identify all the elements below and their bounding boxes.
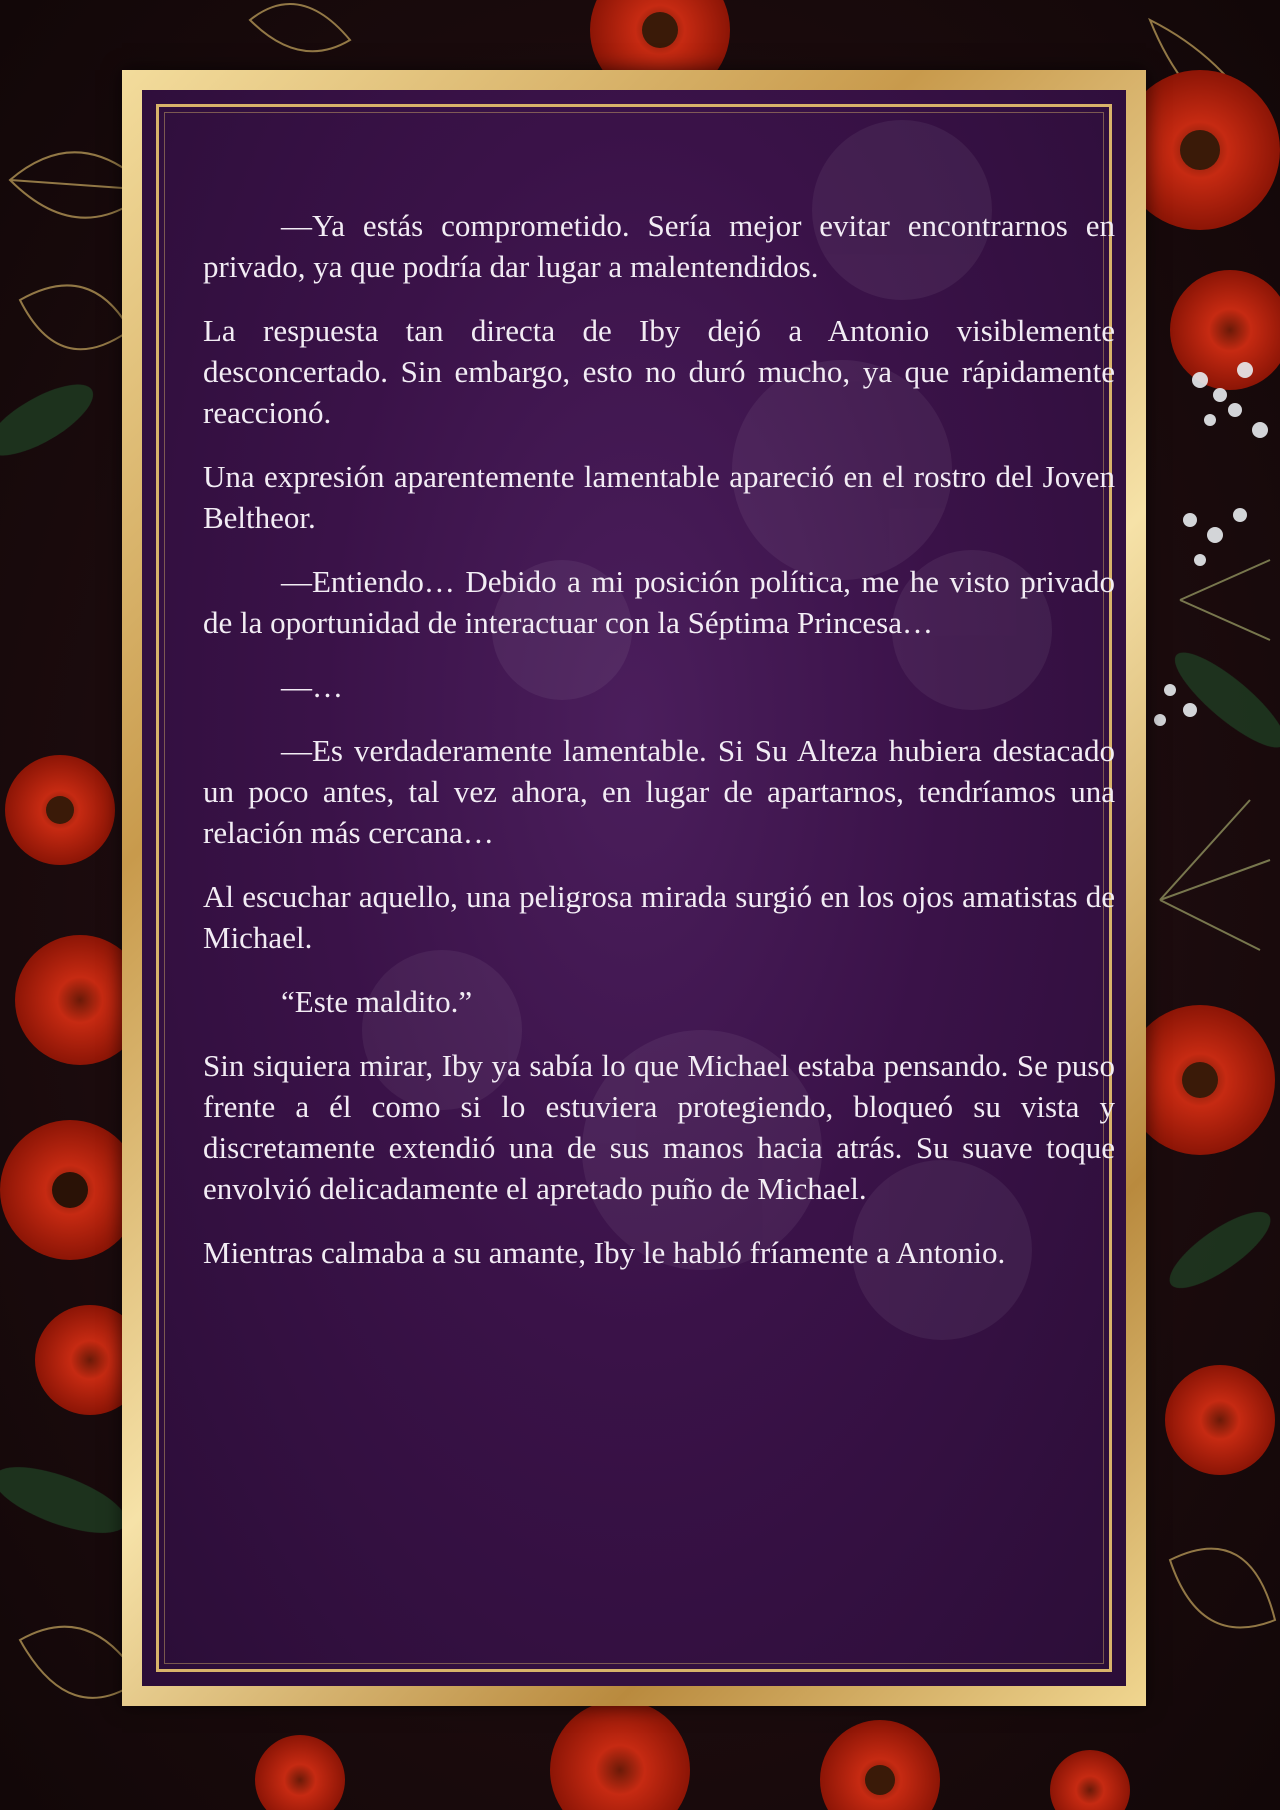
paragraph: Al escuchar aquello, una peligrosa mirada surgió en los ojos amatistas de Michael. bbox=[203, 879, 1115, 955]
paragraph: —… bbox=[281, 669, 343, 704]
gold-frame bbox=[122, 70, 1146, 1706]
paragraph: —Ya estás comprometido. Sería mejor evitar encontrarnos en privado, ya que podría dar lugar a malentendidos. bbox=[203, 208, 1115, 284]
paragraph: La respuesta tan directa de Iby dejó a Antonio visiblemente desconcertado. Sin embargo, esto no duró mucho, ya que rápidamente reaccionó. bbox=[203, 313, 1115, 430]
story-text bbox=[203, 205, 1115, 1296]
paragraph: Sin siquiera mirar, Iby ya sabía lo que Michael estaba pensando. Se puso frente a él como si lo estuviera protegiendo, bloqueó su vista y discretamente extendió una de sus manos hacia atrás. Su suave toque envolvió delicadamente el apretado puño de Michael. bbox=[203, 1048, 1115, 1206]
paragraph: “Este maldito.” bbox=[281, 984, 473, 1019]
paragraph: Una expresión aparentemente lamentable apareció en el rostro del Joven Beltheor. bbox=[203, 459, 1115, 535]
paragraph: —Es verdaderamente lamentable. Si Su Alteza hubiera destacado un poco antes, tal vez ahora, en lugar de apartarnos, tendríamos una relación más cercana… bbox=[203, 733, 1115, 850]
text-panel bbox=[142, 90, 1126, 1686]
paragraph: Mientras calmaba a su amante, Iby le habló fríamente a Antonio. bbox=[203, 1235, 1006, 1270]
paragraph: —Entiendo… Debido a mi posición política, me he visto privado de la oportunidad de interactuar con la Séptima Princesa… bbox=[203, 564, 1115, 640]
